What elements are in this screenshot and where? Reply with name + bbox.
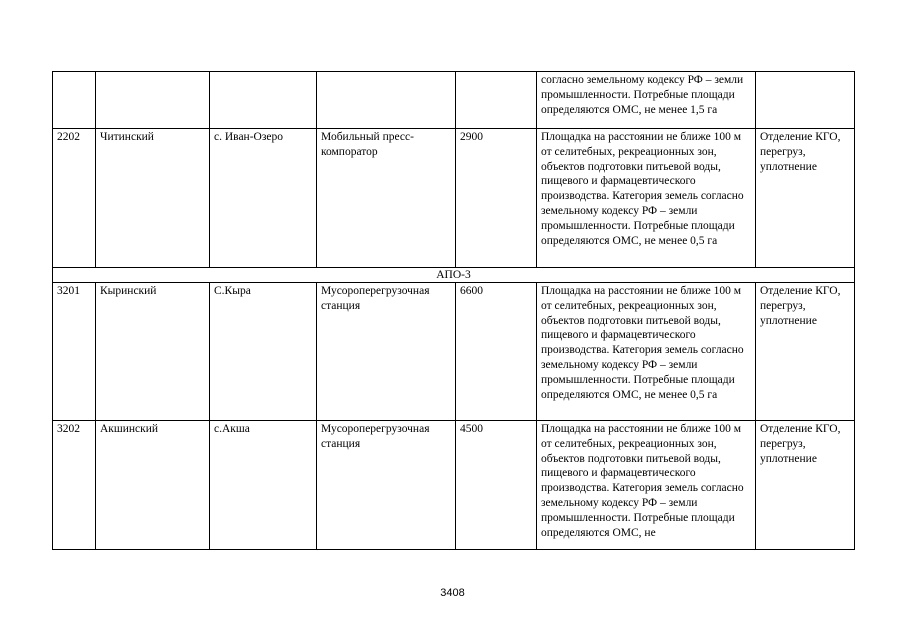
cell-capacity: 4500 (456, 421, 537, 550)
cell-object (317, 72, 456, 129)
cell-district: Кыринский (96, 283, 210, 421)
cell-object: Мусороперегрузочная станция (317, 283, 456, 421)
cell-processing (756, 72, 855, 129)
cell-requirements: согласно земельному кодексу РФ – земли промышленности. Потребные площади определяются ОМС, не менее 1,5 га (537, 72, 756, 129)
cell-settlement (210, 72, 317, 129)
cell-processing: Отделение КГО, перегруз, уплотнение (756, 129, 855, 268)
table-row (53, 283, 855, 421)
cell-district: Читинский (96, 129, 210, 268)
cell-district (96, 72, 210, 129)
cell-settlement: С.Кыра (210, 283, 317, 421)
cell-capacity: 2900 (456, 129, 537, 268)
cell-processing: Отделение КГО, перегруз, уплотнение (756, 283, 855, 421)
cell-processing: Отделение КГО, перегруз, уплотнение (756, 421, 855, 550)
cell-capacity (456, 72, 537, 129)
page-number: 3408 (440, 587, 465, 599)
group-title: АПО-3 (53, 268, 855, 283)
cell-object: Мусороперегрузочная станция (317, 421, 456, 550)
group-header-row (53, 268, 855, 283)
cell-capacity: 6600 (456, 283, 537, 421)
cell-code: 3201 (53, 283, 96, 421)
table-row (53, 129, 855, 268)
table-row (53, 421, 855, 550)
table-row-continuation (53, 72, 855, 129)
cell-requirements: Площадка на расстоянии не ближе 100 м от селитебных, рекреационных зон, объектов подготовки питьевой воды, пищевого и фармацевтического производства. Категория земель согласно земельному кодексу РФ – земли промышленности. Потребные площади определяются ОМС, не (537, 421, 756, 550)
cell-requirements: Площадка на расстоянии не ближе 100 м от селитебных, рекреационных зон, объектов подготовки питьевой воды, пищевого и фармацевтического производства. Категория земель согласно земельному кодексу РФ – земли промышленности. Потребные площади определяются ОМС, не менее 0,5 га (537, 283, 756, 421)
cell-code (53, 72, 96, 129)
facilities-table (52, 71, 855, 550)
cell-settlement: с.Акша (210, 421, 317, 550)
cell-code: 2202 (53, 129, 96, 268)
cell-district: Акшинский (96, 421, 210, 550)
cell-object: Мобильный пресс-компоратор (317, 129, 456, 268)
cell-settlement: с. Иван-Озеро (210, 129, 317, 268)
cell-requirements: Площадка на расстоянии не ближе 100 м от селитебных, рекреационных зон, объектов подготовки питьевой воды, пищевого и фармацевтического производства. Категория земель согласно земельному кодексу РФ – земли промышленности. Потребные площади определяются ОМС, не менее 0,5 га (537, 129, 756, 268)
cell-code: 3202 (53, 421, 96, 550)
